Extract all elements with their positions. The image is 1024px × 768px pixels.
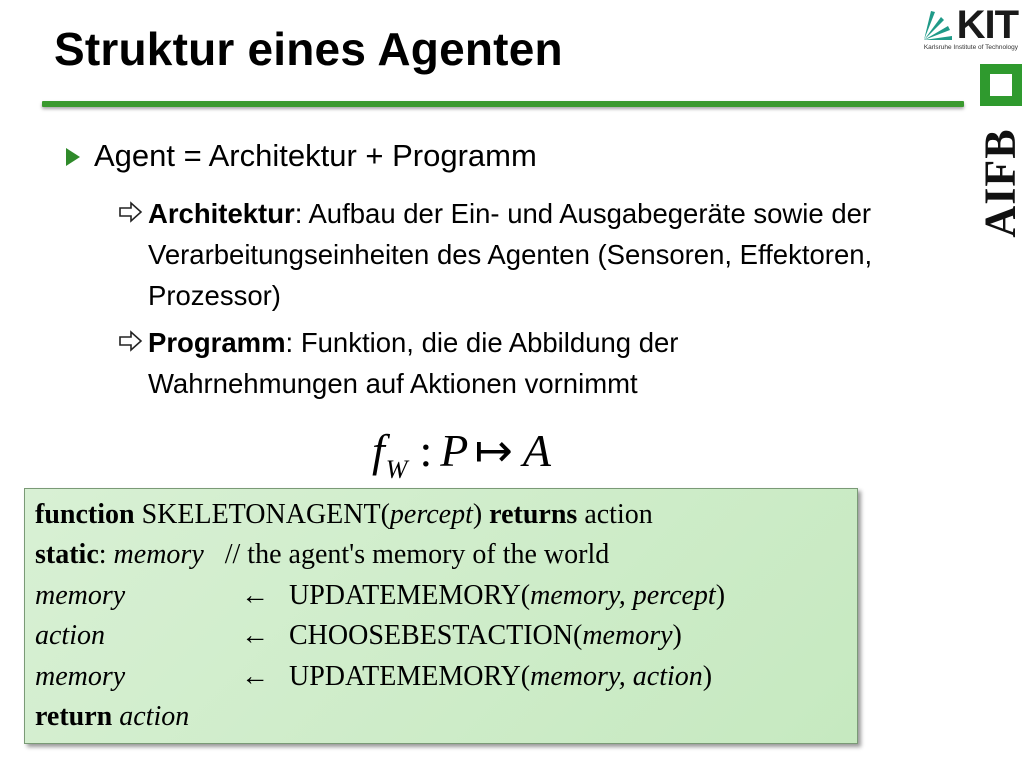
return-var: action	[119, 701, 190, 732]
formula-f: f	[372, 425, 385, 476]
formula-codomain: A	[522, 425, 551, 476]
sub-text: : Aufbau der Ein- und Ausgabegeräte sowie der Verarbeitungseinheiten des Agenten (Sensoren, Effektoren, Prozessor)	[148, 198, 873, 311]
agent-function-formula	[372, 423, 551, 484]
keyword-return: return	[35, 701, 113, 732]
code-line-static	[35, 539, 609, 571]
keyword-function: function	[35, 499, 135, 530]
call-args: memory, action	[530, 661, 703, 692]
sub-bullet-architektur	[118, 193, 908, 316]
paren-close: )	[472, 499, 483, 530]
outline-arrow-icon	[118, 328, 144, 354]
left-arrow-icon: ←	[241, 620, 269, 651]
aifb-square-icon	[980, 64, 1022, 106]
title-underline	[42, 101, 964, 107]
assign-target: action	[35, 620, 105, 651]
outline-arrow-icon	[118, 199, 144, 225]
left-arrow-icon: ←	[241, 580, 269, 611]
slide-title: Struktur eines Agenten	[54, 23, 563, 75]
kit-subtitle: Karlsruhe Institute of Technology	[923, 44, 1018, 51]
assign-target: memory	[35, 580, 126, 611]
sub-term: Architektur	[148, 198, 295, 229]
assign-target: memory	[35, 661, 126, 692]
formula-colon: :	[419, 425, 433, 476]
kit-wordmark: KIT	[956, 3, 1018, 47]
sub-text: : Funktion, die die Abbildung der Wahrnehmungen auf Aktionen vornimmt	[148, 327, 679, 399]
keyword-returns: returns	[489, 499, 578, 530]
paren-close: )	[702, 661, 713, 692]
function-call: UPDATEMEMORY(	[289, 580, 531, 611]
static-var: memory	[113, 539, 204, 570]
formula-subscript: W	[385, 455, 408, 484]
code-line-return	[35, 701, 189, 733]
call-args: memory, percept	[530, 580, 716, 611]
aifb-wordmark: AIFB	[975, 128, 1024, 238]
sub-bullet-programm	[118, 322, 848, 404]
static-comment: // the agent's memory of the world	[224, 539, 610, 570]
return-type: action	[584, 499, 653, 530]
main-bullet	[66, 138, 537, 174]
paren-close: )	[672, 620, 682, 651]
code-line-update-action	[35, 661, 855, 693]
function-call: UPDATEMEMORY(	[289, 661, 531, 692]
formula-mapsto: ↦	[474, 425, 513, 476]
filled-triangle-arrow-icon	[66, 148, 80, 166]
function-name: SKELETONAGENT(	[141, 499, 390, 530]
sub-term: Programm	[148, 327, 286, 358]
code-line-update-percept	[35, 580, 855, 612]
keyword-static: static	[35, 539, 99, 570]
left-arrow-icon: ←	[241, 661, 269, 692]
pseudocode-box	[24, 488, 858, 744]
formula-domain: P	[440, 425, 469, 476]
function-arg: percept	[389, 499, 473, 530]
function-call: CHOOSEBESTACTION(	[289, 620, 583, 651]
static-colon: :	[98, 539, 107, 570]
call-args: memory	[582, 620, 673, 651]
paren-close: )	[715, 580, 726, 611]
code-line-choose-action	[35, 620, 855, 652]
code-line-function	[35, 499, 653, 531]
main-bullet-text: Agent = Architektur + Programm	[94, 138, 537, 173]
